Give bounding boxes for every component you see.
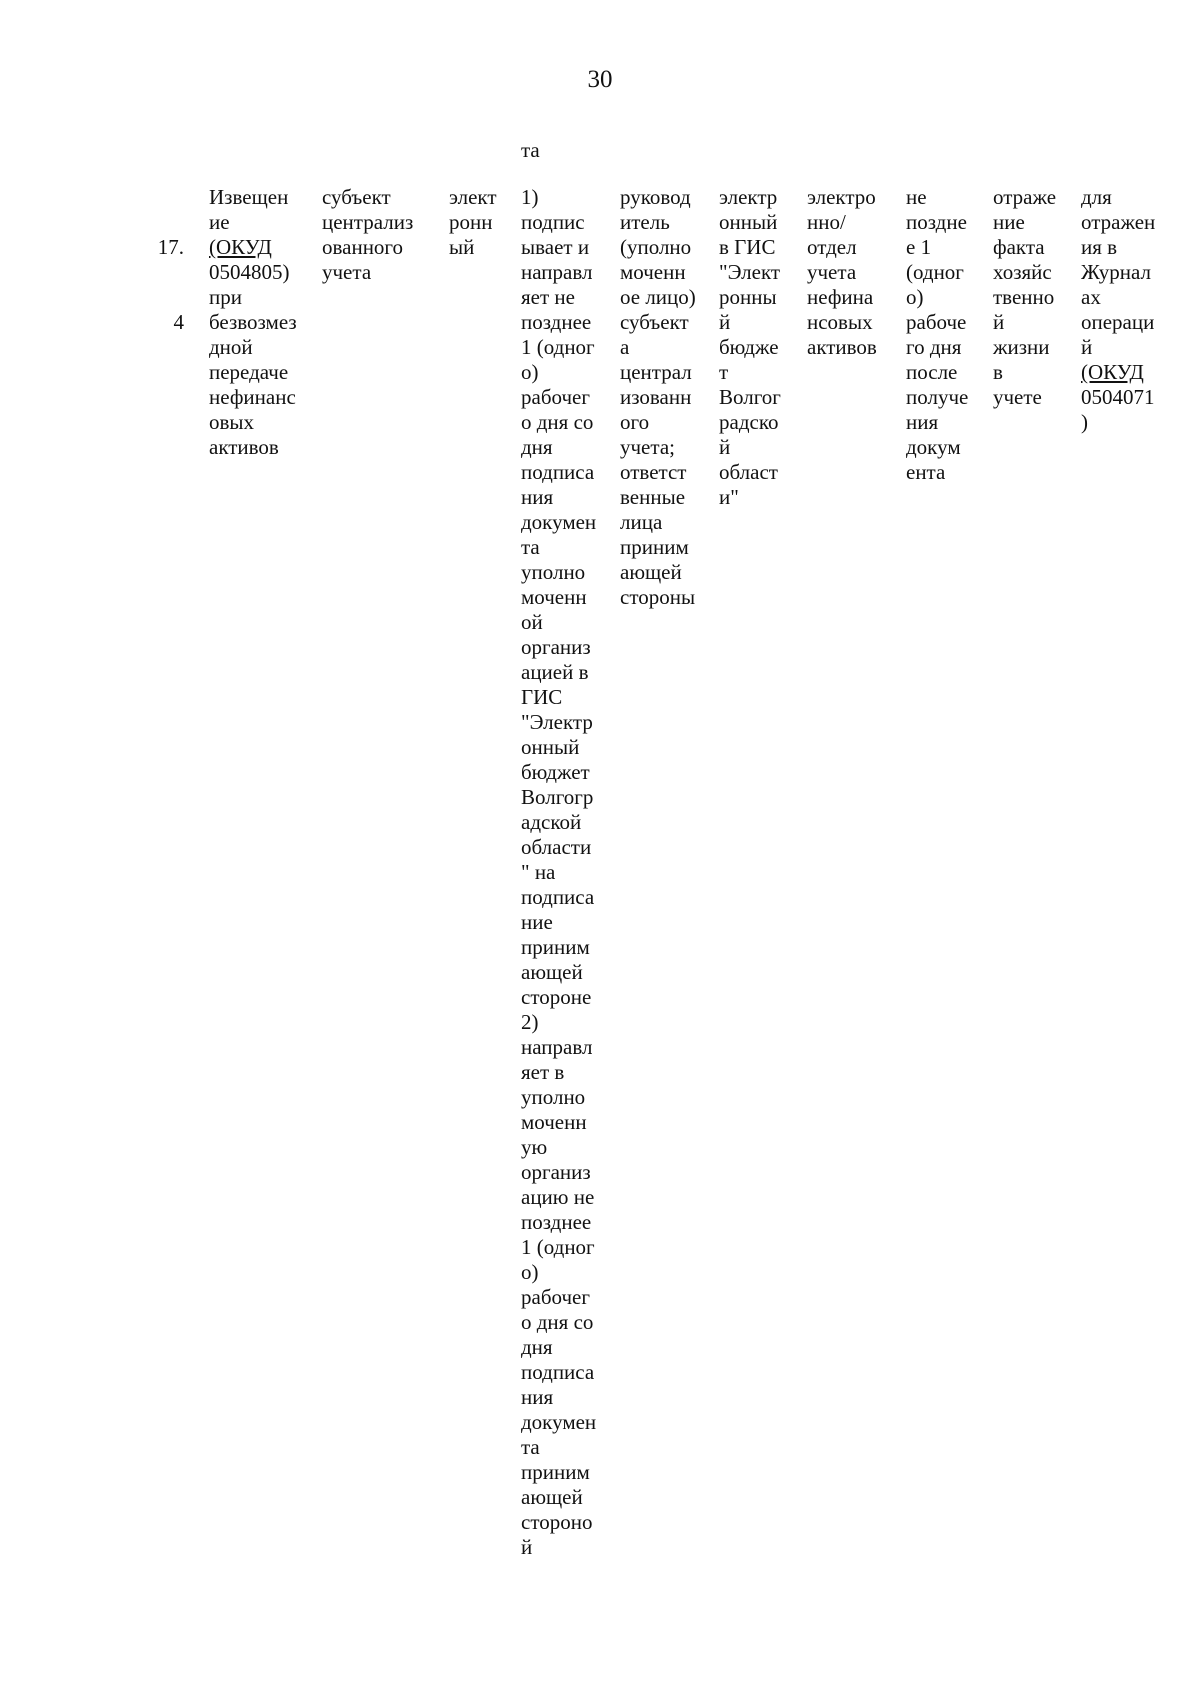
row-number xyxy=(150,185,184,360)
cell-line: й xyxy=(719,435,731,459)
cell-line: при xyxy=(209,285,242,309)
cell-line: й xyxy=(719,310,731,334)
cell-line: итель xyxy=(620,210,670,234)
page-number: 30 xyxy=(587,66,613,93)
cell-line: о дня со xyxy=(521,1310,594,1334)
cell-line: го дня xyxy=(906,335,962,359)
cell-line: докумен xyxy=(521,510,597,534)
cell-line: адской xyxy=(521,810,582,834)
cell-line: после xyxy=(906,360,958,384)
column-purpose xyxy=(993,185,1056,410)
cell-line: направл xyxy=(521,260,593,284)
cell-line: учете xyxy=(993,385,1042,409)
cell-line: ацию не xyxy=(521,1185,595,1209)
cell-line: приним xyxy=(521,1460,590,1484)
cell-line: элект xyxy=(449,185,497,209)
cell-line: е 1 xyxy=(906,235,932,259)
cell-line: ованного xyxy=(322,235,404,259)
cell-line: докум xyxy=(906,435,961,459)
cell-line: электро xyxy=(807,185,876,209)
cell-line: передаче xyxy=(209,360,289,384)
cell-line: руковод xyxy=(620,185,691,209)
cell-line: позднее xyxy=(521,310,592,334)
column-signer xyxy=(620,185,696,610)
cell-line: ое лицо) xyxy=(620,285,696,309)
cell-line: учета; xyxy=(620,435,675,459)
column-receiver xyxy=(807,185,877,360)
cell-line: 1 (одног xyxy=(521,335,595,359)
cell-line: 0504805) xyxy=(209,260,290,284)
cell-line: ого xyxy=(620,410,650,434)
cell-line: ронн xyxy=(449,210,493,234)
cell-line: ние xyxy=(521,910,553,934)
column-registers xyxy=(1081,185,1155,435)
cell-line: Волгог xyxy=(719,385,781,409)
cell-line: ающей xyxy=(521,1485,583,1509)
column-signature-type xyxy=(719,185,781,510)
cell-line: ах xyxy=(1081,285,1101,309)
cell-line: операци xyxy=(1081,310,1155,334)
cell-line: ие xyxy=(209,210,230,234)
cell-line: учета xyxy=(807,260,857,284)
cell-line: стороно xyxy=(521,1510,593,1534)
cell-line: 2) xyxy=(521,1010,539,1034)
carryover-text: та xyxy=(521,138,540,162)
cell-line: бюдже xyxy=(719,335,779,359)
cell-line: получе xyxy=(906,385,969,409)
cell-line: дной xyxy=(209,335,253,359)
cell-line: докумен xyxy=(521,1410,597,1434)
cell-line: субъект xyxy=(620,310,689,334)
cell-line: ента xyxy=(906,460,946,484)
cell-line: й xyxy=(1081,335,1093,359)
cell-line: (ОКУД xyxy=(1081,360,1144,384)
cell-line: лица xyxy=(620,510,663,534)
cell-line: бюджет xyxy=(521,760,590,784)
cell-line: стороны xyxy=(620,585,696,609)
cell-line: области xyxy=(521,835,592,859)
cell-line: о) xyxy=(521,1260,539,1284)
cell-line: учета xyxy=(322,260,372,284)
cell-line: уполно xyxy=(521,560,586,584)
cell-line: (ОКУД xyxy=(209,235,272,259)
cell-line: подписа xyxy=(521,1360,595,1384)
cell-line: электр xyxy=(719,185,778,209)
cell-line: Журнал xyxy=(1081,260,1152,284)
cell-line: нефинанс xyxy=(209,385,296,409)
column-creator xyxy=(322,185,413,285)
cell-line: рабоче xyxy=(906,310,967,334)
cell-line: нефина xyxy=(807,285,874,309)
cell-line: позднее xyxy=(521,1210,592,1234)
cell-line: поздне xyxy=(906,210,967,234)
cell-line: моченн xyxy=(620,260,686,284)
cell-line: рабочег xyxy=(521,385,590,409)
cell-line: о дня со xyxy=(521,410,594,434)
cell-line: Извещен xyxy=(209,185,289,209)
cell-line: онный xyxy=(719,210,778,234)
cell-line: жизни xyxy=(993,335,1050,359)
cell-line: факта xyxy=(993,235,1045,259)
cell-line: и" xyxy=(719,485,739,509)
cell-line: стороне xyxy=(521,985,592,1009)
cell-line: ния xyxy=(906,410,939,434)
row-number-line: 4 xyxy=(173,310,184,334)
cell-line: ой xyxy=(521,610,543,634)
cell-line: ронны xyxy=(719,285,777,309)
cell-line: ния xyxy=(521,485,554,509)
cell-line: активов xyxy=(807,335,877,359)
cell-line: централ xyxy=(620,360,692,384)
cell-line: " на xyxy=(521,860,556,884)
cell-line: безвозмез xyxy=(209,310,297,334)
cell-line: ывает и xyxy=(521,235,590,259)
cell-line: нсовых xyxy=(807,310,873,334)
cell-line: "Элект xyxy=(719,260,781,284)
cell-line: подписа xyxy=(521,885,595,909)
cell-line: субъект xyxy=(322,185,391,209)
cell-line: ние xyxy=(993,210,1025,234)
cell-line: т xyxy=(719,360,729,384)
cell-line: та xyxy=(521,1435,540,1459)
cell-line: для xyxy=(1081,185,1112,209)
cell-line: активов xyxy=(209,435,279,459)
cell-line: (уполно xyxy=(620,235,692,259)
cell-line: моченн xyxy=(521,1110,587,1134)
cell-line: твенно xyxy=(993,285,1055,309)
cell-line: ающей xyxy=(620,560,682,584)
cell-line: нно/ xyxy=(807,210,846,234)
cell-line: ) xyxy=(1081,410,1088,434)
column-format xyxy=(449,185,497,260)
cell-line: овых xyxy=(209,410,255,434)
cell-line: моченн xyxy=(521,585,587,609)
cell-line: онный xyxy=(521,735,580,759)
cell-line: област xyxy=(719,460,778,484)
cell-line: организ xyxy=(521,1160,591,1184)
cell-line: изованн xyxy=(620,385,692,409)
cell-line: направл xyxy=(521,1035,593,1059)
cell-line: приним xyxy=(521,935,590,959)
cell-line: в xyxy=(993,360,1003,384)
cell-line: радско xyxy=(719,410,779,434)
cell-line: та xyxy=(521,535,540,559)
cell-line: рабочег xyxy=(521,1285,590,1309)
cell-line: дня xyxy=(521,435,553,459)
cell-line: 1 (одног xyxy=(521,1235,595,1259)
cell-line: Волгогр xyxy=(521,785,594,809)
cell-line: яет в xyxy=(521,1060,565,1084)
cell-line: уполно xyxy=(521,1085,586,1109)
column-deadline xyxy=(906,185,968,485)
cell-line: о) xyxy=(906,285,924,309)
cell-line: в ГИС xyxy=(719,235,776,259)
cell-line: ответст xyxy=(620,460,687,484)
cell-line: дня xyxy=(521,1335,553,1359)
cell-line: 0504071 xyxy=(1081,385,1155,409)
cell-line: ия в xyxy=(1081,235,1118,259)
cell-line: яет не xyxy=(521,285,575,309)
cell-line: а xyxy=(620,335,630,359)
cell-line: ающей xyxy=(521,960,583,984)
cell-line: организ xyxy=(521,635,591,659)
cell-line: о) xyxy=(521,360,539,384)
cell-line: "Электр xyxy=(521,710,593,734)
cell-line: отражен xyxy=(1081,210,1156,234)
cell-line: ния xyxy=(521,1385,554,1409)
cell-line: хозяйс xyxy=(993,260,1052,284)
cell-line: ый xyxy=(449,235,475,259)
cell-line: 1) xyxy=(521,185,539,209)
cell-line: й xyxy=(521,1535,533,1559)
cell-line: централиз xyxy=(322,210,414,234)
cell-line: подписа xyxy=(521,460,595,484)
cell-line: (одног xyxy=(906,260,964,284)
cell-line: ацией в xyxy=(521,660,589,684)
cell-line: не xyxy=(906,185,927,209)
cell-line: отраже xyxy=(993,185,1057,209)
column-procedure xyxy=(521,185,596,1560)
cell-line: венные xyxy=(620,485,686,509)
cell-line: ГИС xyxy=(521,685,563,709)
column-document-name xyxy=(209,185,297,460)
cell-line: отдел xyxy=(807,235,857,259)
cell-line: приним xyxy=(620,535,689,559)
row-number-line: 17. xyxy=(157,235,184,259)
cell-line: й xyxy=(993,310,1005,334)
cell-line: подпис xyxy=(521,210,585,234)
cell-line: ую xyxy=(521,1135,548,1159)
